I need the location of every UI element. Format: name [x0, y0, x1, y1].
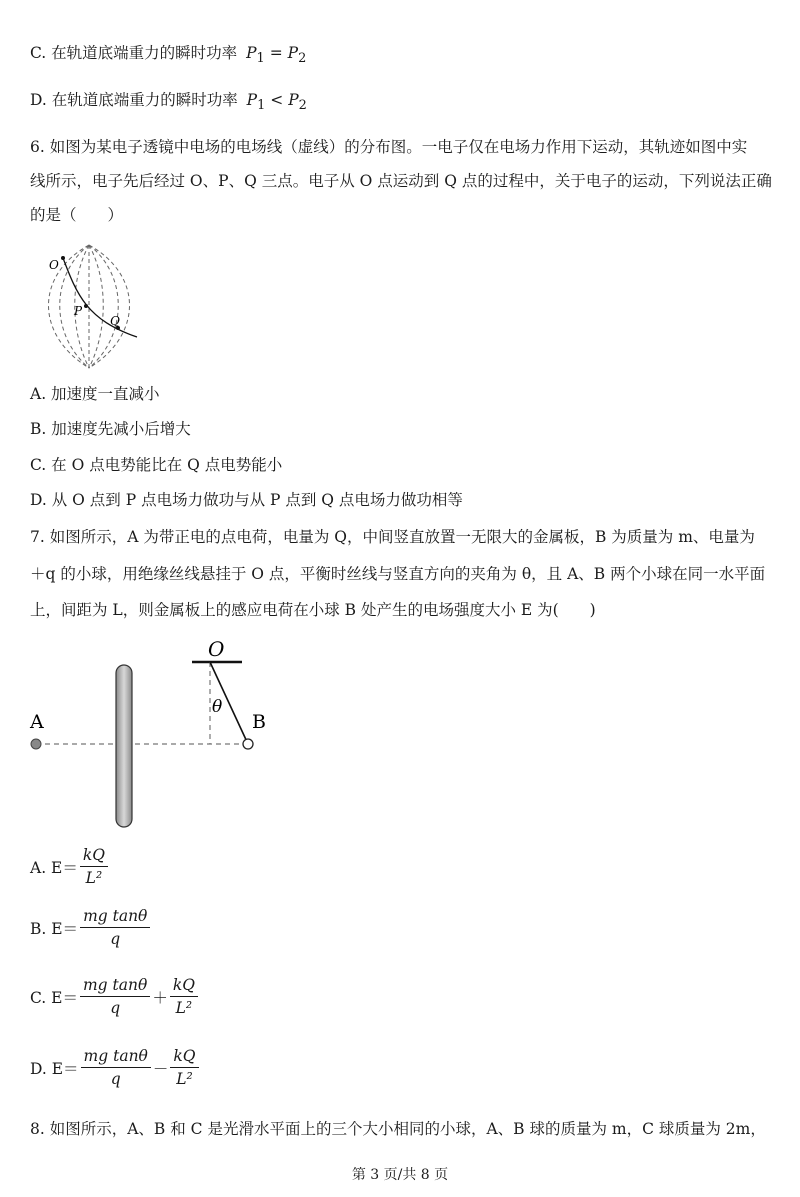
q7-label-a: A	[30, 711, 44, 733]
metal-plate	[116, 665, 132, 827]
q7-option-d-label: D. E＝	[30, 1059, 79, 1078]
q7-option-d	[30, 1047, 201, 1088]
q7-option-c-frac2: $\frac{kQ}{\text{L²}}$	[170, 976, 198, 1017]
q8-stem-line1: 8. 如图所示，A、B 和 C 是光滑水平面上的三个大小相同的小球，A、B 球的质量为 m，C 球质量为 2m，	[30, 1120, 766, 1138]
q5-option-d: D. 在轨道底端重力的瞬时功率 $P_1 < P_2$	[30, 91, 307, 114]
charge-a	[31, 739, 41, 749]
q6-field-figure	[25, 240, 165, 375]
q7-option-a-frac: $\frac{kQ}{\text{L²}}$	[80, 846, 108, 887]
q6-trajectory	[63, 258, 137, 337]
page-footer: 第 3 页/共 8 页	[351, 1167, 449, 1183]
q6-option-c: C. 在 O 点电势能比在 Q 点电势能小	[30, 456, 283, 474]
q6-option-d: D. 从 O 点到 P 点电场力做功与从 P 点到 Q 点电场力做功相等	[30, 491, 463, 509]
q6-stem-line1: 6. 如图为某电子透镜中电场的电场线（虚线）的分布图。一电子仅在电场力作用下运动，其轨迹如图中实	[30, 138, 748, 156]
q7-label-o: O	[208, 637, 225, 661]
q7-option-d-op: －	[152, 1059, 169, 1078]
q7-label-b: B	[252, 711, 266, 733]
q7-option-b-frac: $\frac{\text{mg tanθ}}{q}$	[80, 907, 150, 948]
q7-option-d-frac1: $\frac{\text{mg tanθ}}{q}$	[81, 1047, 151, 1088]
q7-option-b-label: B. E＝	[30, 919, 79, 938]
q7-option-b	[30, 907, 152, 948]
q7-option-c-label: C. E＝	[30, 988, 78, 1007]
q7-option-c-op: ＋	[152, 988, 168, 1007]
q7-setup-figure	[20, 632, 300, 832]
q7-option-d-frac2: $\frac{kQ}{\text{L²}}$	[170, 1047, 198, 1088]
q7-option-a-label: A. E＝	[30, 858, 78, 877]
q7-stem-line3: 上，间距为 L，则金属板上的感应电荷在小球 B 处产生的电场强度大小 E 为( )	[30, 601, 596, 619]
q7-option-a	[30, 846, 110, 887]
q7-stem-line2: ＋q 的小球，用绝缘丝线悬挂于 O 点，平衡时丝线与竖直方向的夹角为 θ，且 A、B 两个小球在同一水平面	[30, 565, 766, 583]
q6-label-p: P	[74, 304, 83, 318]
q5-option-c-relation: =	[269, 44, 283, 62]
ball-b	[243, 739, 253, 749]
q6-label-o: O	[49, 258, 59, 272]
q5-option-d-text: D. 在轨道底端重力的瞬时功率	[30, 91, 238, 109]
q5-option-c: C. 在轨道底端重力的瞬时功率 $P_1 = P_2$	[30, 44, 307, 67]
q7-label-theta: θ	[212, 697, 223, 717]
q6-stem-line2: 线所示，电子先后经过 O、P、Q 三点。电子从 O 点运动到 Q 点的过程中，关于电子的运动，下列说法正确	[30, 172, 772, 190]
q5-option-c-text: C. 在轨道底端重力的瞬时功率	[30, 44, 238, 62]
q6-stem-line3: 的是（ ）	[30, 206, 124, 224]
q5-option-d-relation: <	[270, 91, 284, 109]
q7-stem-line1: 7. 如图所示，A 为带正电的点电荷，电量为 Q，中间竖直放置一无限大的金属板，B 为质量为 m、电量为	[30, 528, 755, 546]
q7-option-c	[30, 976, 200, 1017]
q6-option-a: A. 加速度一直减小	[30, 385, 160, 403]
q6-label-q: Q	[110, 314, 120, 328]
q6-option-b: B. 加速度先减小后增大	[30, 420, 191, 438]
q7-option-c-frac1: $\frac{\text{mg tanθ}}{q}$	[80, 976, 150, 1017]
